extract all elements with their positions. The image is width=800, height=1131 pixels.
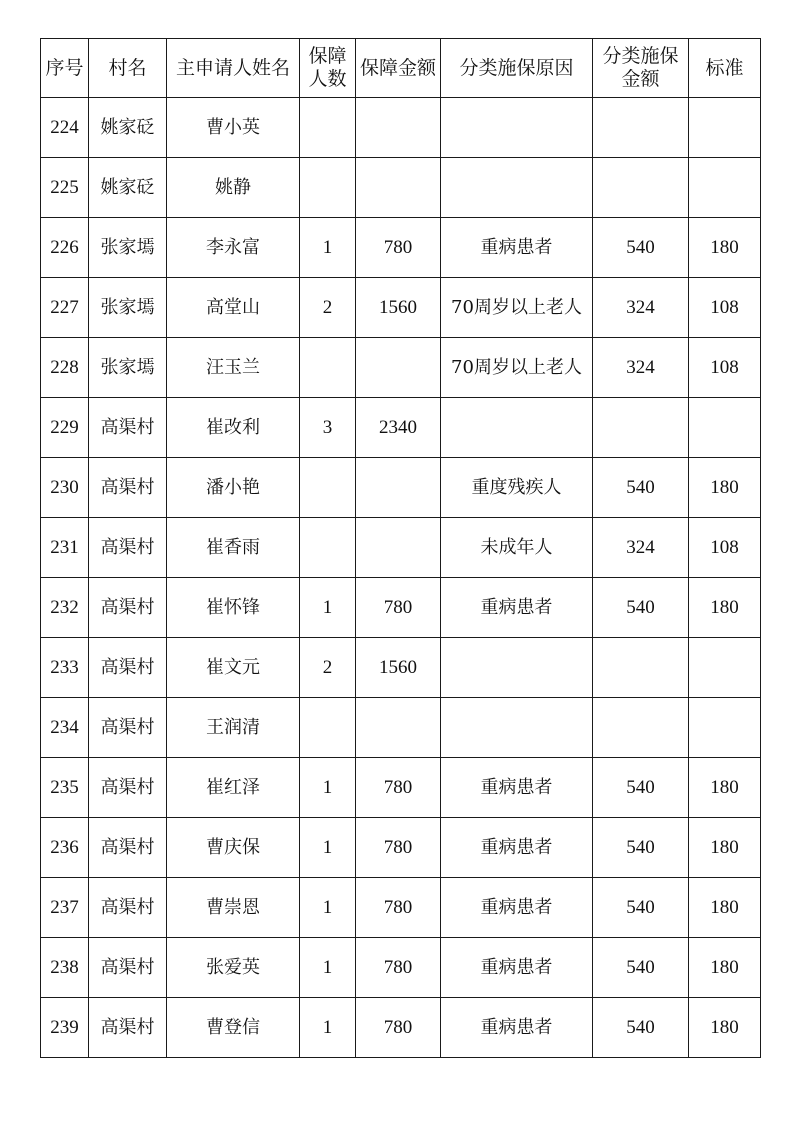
index-cell: 231 xyxy=(41,518,89,578)
table-row xyxy=(41,278,761,338)
village-cell: 高渠村 xyxy=(89,818,167,878)
index-cell: 227 xyxy=(41,278,89,338)
insured-count-cell: 1 xyxy=(300,218,356,278)
standard-cell: 108 xyxy=(689,278,761,338)
table-row xyxy=(41,818,761,878)
applicant-cell: 崔怀锋 xyxy=(167,578,300,638)
insured-count-cell xyxy=(300,698,356,758)
table-row xyxy=(41,698,761,758)
village-cell: 姚家砭 xyxy=(89,158,167,218)
village-cell: 高渠村 xyxy=(89,458,167,518)
insured-count-cell: 3 xyxy=(300,398,356,458)
table-row xyxy=(41,638,761,698)
index-cell: 232 xyxy=(41,578,89,638)
category-reason-cell xyxy=(441,398,593,458)
index-cell: 224 xyxy=(41,98,89,158)
village-cell: 张家墕 xyxy=(89,218,167,278)
category-reason-cell: 重病患者 xyxy=(441,758,593,818)
insured-amount-cell: 780 xyxy=(356,998,441,1058)
insured-amount-cell: 780 xyxy=(356,878,441,938)
insured-amount-cell: 780 xyxy=(356,938,441,998)
table-row xyxy=(41,98,761,158)
applicant-cell: 曹庆保 xyxy=(167,818,300,878)
category-reason-cell: 重病患者 xyxy=(441,998,593,1058)
applicant-cell: 崔香雨 xyxy=(167,518,300,578)
category-reason-cell xyxy=(441,158,593,218)
standard-cell: 180 xyxy=(689,998,761,1058)
insured-amount-cell: 1560 xyxy=(356,638,441,698)
standard-cell xyxy=(689,698,761,758)
category-amount-cell xyxy=(593,638,689,698)
category-amount-cell: 540 xyxy=(593,818,689,878)
category-amount-cell: 540 xyxy=(593,578,689,638)
category-reason-cell xyxy=(441,698,593,758)
table-row xyxy=(41,338,761,398)
insured-amount-cell: 2340 xyxy=(356,398,441,458)
insured-amount-cell xyxy=(356,458,441,518)
category-amount-cell: 324 xyxy=(593,518,689,578)
insured-count-cell xyxy=(300,518,356,578)
village-cell: 高渠村 xyxy=(89,998,167,1058)
category-amount-cell: 540 xyxy=(593,758,689,818)
insured-amount-cell xyxy=(356,518,441,578)
village-cell: 高渠村 xyxy=(89,638,167,698)
index-cell: 233 xyxy=(41,638,89,698)
insured-count-cell: 2 xyxy=(300,278,356,338)
standard-cell xyxy=(689,98,761,158)
insured-count-cell: 1 xyxy=(300,998,356,1058)
standard-cell xyxy=(689,158,761,218)
insured-amount-cell xyxy=(356,98,441,158)
applicant-cell: 曹登信 xyxy=(167,998,300,1058)
category-reason-cell: 重病患者 xyxy=(441,578,593,638)
standard-cell xyxy=(689,638,761,698)
category-amount-cell: 540 xyxy=(593,998,689,1058)
table-row xyxy=(41,938,761,998)
header-applicant: 主申请人姓名 xyxy=(167,39,300,98)
village-cell: 姚家砭 xyxy=(89,98,167,158)
insured-count-cell xyxy=(300,98,356,158)
category-reason-cell xyxy=(441,98,593,158)
insured-amount-cell: 780 xyxy=(356,578,441,638)
village-cell: 张家墕 xyxy=(89,338,167,398)
insured-amount-cell: 780 xyxy=(356,758,441,818)
category-reason-cell: 重病患者 xyxy=(441,218,593,278)
insured-count-cell: 1 xyxy=(300,818,356,878)
category-amount-cell: 324 xyxy=(593,338,689,398)
standard-cell: 180 xyxy=(689,878,761,938)
header-village: 村名 xyxy=(89,39,167,98)
village-cell: 高渠村 xyxy=(89,518,167,578)
category-amount-cell: 540 xyxy=(593,878,689,938)
insured-count-cell xyxy=(300,458,356,518)
insured-count-cell: 1 xyxy=(300,938,356,998)
standard-cell: 180 xyxy=(689,458,761,518)
index-cell: 230 xyxy=(41,458,89,518)
table-row xyxy=(41,878,761,938)
index-cell: 235 xyxy=(41,758,89,818)
standard-cell: 180 xyxy=(689,218,761,278)
applicant-cell: 曹小英 xyxy=(167,98,300,158)
table-body xyxy=(41,98,761,1058)
village-cell: 高渠村 xyxy=(89,398,167,458)
insured-amount-cell xyxy=(356,338,441,398)
insured-count-cell: 1 xyxy=(300,758,356,818)
category-amount-cell xyxy=(593,158,689,218)
applicant-cell: 李永富 xyxy=(167,218,300,278)
category-reason-cell: 70周岁以上老人 xyxy=(441,338,593,398)
category-reason-cell: 重病患者 xyxy=(441,878,593,938)
standard-cell: 108 xyxy=(689,338,761,398)
index-cell: 226 xyxy=(41,218,89,278)
table-header xyxy=(41,39,761,98)
table-row xyxy=(41,758,761,818)
index-cell: 236 xyxy=(41,818,89,878)
category-reason-cell: 未成年人 xyxy=(441,518,593,578)
category-reason-cell: 重度残疾人 xyxy=(441,458,593,518)
insured-amount-cell xyxy=(356,158,441,218)
insured-amount-cell xyxy=(356,698,441,758)
applicant-cell: 曹崇恩 xyxy=(167,878,300,938)
category-amount-cell xyxy=(593,98,689,158)
index-cell: 237 xyxy=(41,878,89,938)
standard-cell: 180 xyxy=(689,818,761,878)
insured-count-cell: 1 xyxy=(300,578,356,638)
category-reason-cell: 重病患者 xyxy=(441,938,593,998)
table-row xyxy=(41,578,761,638)
applicant-cell: 张爱英 xyxy=(167,938,300,998)
header-standard: 标准 xyxy=(689,39,761,98)
category-amount-cell xyxy=(593,698,689,758)
category-amount-cell: 540 xyxy=(593,938,689,998)
applicant-cell: 王润清 xyxy=(167,698,300,758)
insured-amount-cell: 1560 xyxy=(356,278,441,338)
header-insured-count: 保障人数 xyxy=(300,39,356,98)
applicant-cell: 崔改利 xyxy=(167,398,300,458)
category-amount-cell: 540 xyxy=(593,218,689,278)
standard-cell: 180 xyxy=(689,938,761,998)
index-cell: 225 xyxy=(41,158,89,218)
category-reason-cell: 70周岁以上老人 xyxy=(441,278,593,338)
table-row xyxy=(41,158,761,218)
header-category-amount: 分类施保金额 xyxy=(593,39,689,98)
applicant-cell: 高堂山 xyxy=(167,278,300,338)
index-cell: 238 xyxy=(41,938,89,998)
applicant-cell: 崔文元 xyxy=(167,638,300,698)
applicant-cell: 崔红泽 xyxy=(167,758,300,818)
category-amount-cell: 540 xyxy=(593,458,689,518)
insured-amount-cell: 780 xyxy=(356,818,441,878)
insured-count-cell: 1 xyxy=(300,878,356,938)
applicant-cell: 姚静 xyxy=(167,158,300,218)
village-cell: 高渠村 xyxy=(89,758,167,818)
index-cell: 228 xyxy=(41,338,89,398)
village-cell: 高渠村 xyxy=(89,938,167,998)
header-row xyxy=(41,39,761,98)
category-reason-cell xyxy=(441,638,593,698)
index-cell: 234 xyxy=(41,698,89,758)
table-row xyxy=(41,458,761,518)
insured-count-cell: 2 xyxy=(300,638,356,698)
insured-amount-cell: 780 xyxy=(356,218,441,278)
assistance-table xyxy=(40,38,761,1058)
category-amount-cell xyxy=(593,398,689,458)
category-reason-cell: 重病患者 xyxy=(441,818,593,878)
applicant-cell: 汪玉兰 xyxy=(167,338,300,398)
insured-count-cell xyxy=(300,158,356,218)
table-row xyxy=(41,218,761,278)
applicant-cell: 潘小艳 xyxy=(167,458,300,518)
standard-cell xyxy=(689,398,761,458)
standard-cell: 108 xyxy=(689,518,761,578)
header-category-reason: 分类施保原因 xyxy=(441,39,593,98)
village-cell: 高渠村 xyxy=(89,878,167,938)
table-row xyxy=(41,398,761,458)
header-index: 序号 xyxy=(41,39,89,98)
index-cell: 239 xyxy=(41,998,89,1058)
standard-cell: 180 xyxy=(689,578,761,638)
village-cell: 高渠村 xyxy=(89,698,167,758)
index-cell: 229 xyxy=(41,398,89,458)
standard-cell: 180 xyxy=(689,758,761,818)
village-cell: 高渠村 xyxy=(89,578,167,638)
village-cell: 张家墕 xyxy=(89,278,167,338)
insured-count-cell xyxy=(300,338,356,398)
header-insured-amount: 保障金额 xyxy=(356,39,441,98)
category-amount-cell: 324 xyxy=(593,278,689,338)
table-row xyxy=(41,998,761,1058)
table-row xyxy=(41,518,761,578)
